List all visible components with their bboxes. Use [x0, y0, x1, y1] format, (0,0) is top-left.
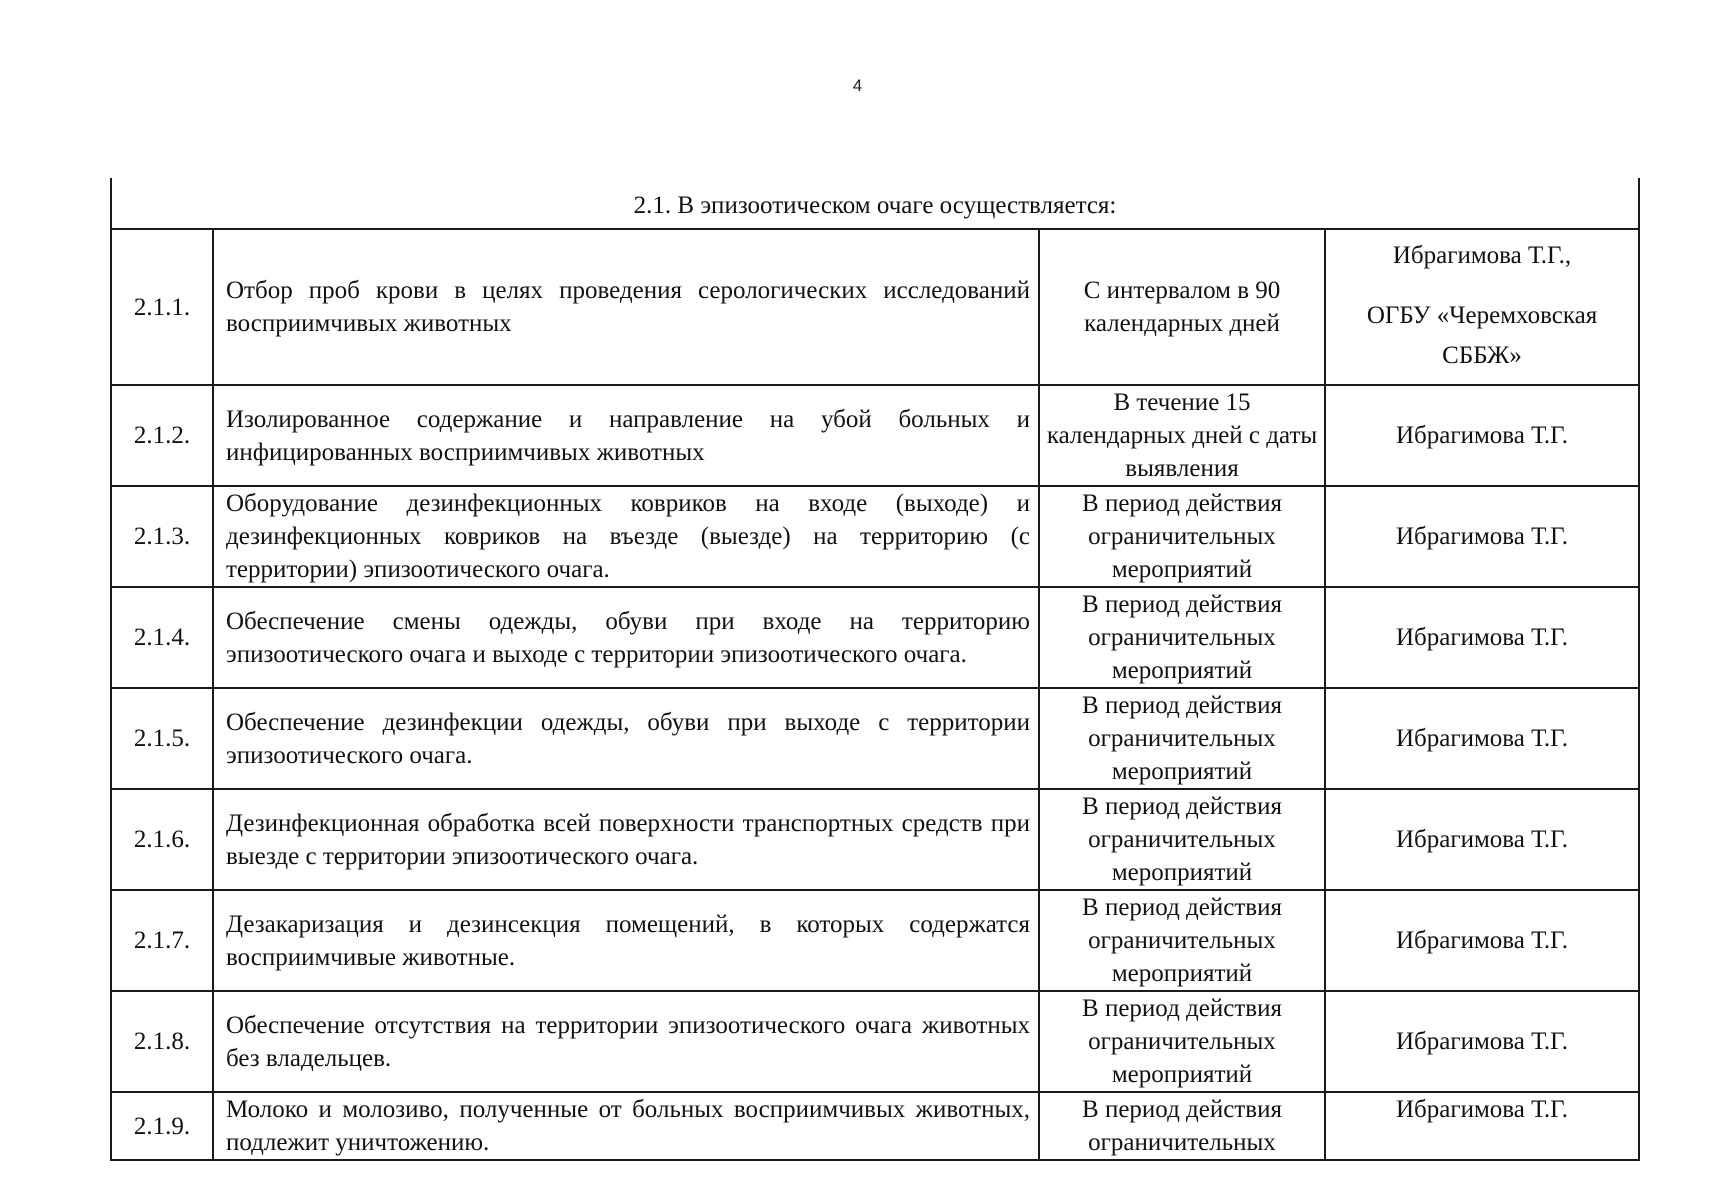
row-description: Оборудование дезинфекционных ковриков на входе (выходе) и дезинфекционных ковриков на въезде (выезде) на территорию (с территории) эпизоотического очага.	[213, 486, 1039, 587]
row-responsible: Ибрагимова Т.Г.	[1325, 890, 1639, 991]
row-term: В период действия ограничительных мероприятий	[1039, 991, 1325, 1092]
table-row	[111, 587, 1639, 688]
row-description: Отбор проб крови в целях проведения серологических исследований восприимчивых животных	[213, 229, 1039, 385]
row-term: В период действия ограничительных мероприятий	[1039, 688, 1325, 789]
row-description: Изолированное содержание и направление на убой больных и инфицированных восприимчивых животных	[213, 385, 1039, 486]
row-responsible	[1325, 229, 1639, 385]
table-row	[111, 229, 1639, 385]
row-description: Обеспечение отсутствия на территории эпизоотического очага животных без владельцев.	[213, 991, 1039, 1092]
row-number: 2.1.4.	[111, 587, 213, 688]
table-row	[111, 789, 1639, 890]
row-description: Обеспечение дезинфекции одежды, обуви при выходе с территории эпизоотического очага.	[213, 688, 1039, 789]
table-row	[111, 486, 1639, 587]
section-header-row	[111, 178, 1639, 229]
row-number: 2.1.8.	[111, 991, 213, 1092]
page-number: 4	[852, 76, 863, 95]
row-number: 2.1.5.	[111, 688, 213, 789]
row-description: Дезинфекционная обработка всей поверхности транспортных средств при выезде с территории эпизоотического очага.	[213, 789, 1039, 890]
table-row	[111, 385, 1639, 486]
row-responsible: Ибрагимова Т.Г.	[1325, 385, 1639, 486]
section-title: 2.1. В эпизоотическом очаге осуществляется:	[111, 178, 1639, 229]
responsible-person: Ибрагимова Т.Г.,	[1392, 242, 1572, 269]
row-responsible: Ибрагимова Т.Г.	[1325, 1092, 1639, 1160]
row-number: 2.1.7.	[111, 890, 213, 991]
table-row	[111, 688, 1639, 789]
row-number: 2.1.6.	[111, 789, 213, 890]
row-number: 2.1.2.	[111, 385, 213, 486]
row-term: В течение 15 календарных дней с даты выявления	[1039, 385, 1325, 486]
row-description: Дезакаризация и дезинсекция помещений, в которых содержатся восприимчивые животные.	[213, 890, 1039, 991]
row-responsible: Ибрагимова Т.Г.	[1325, 587, 1639, 688]
row-description: Молоко и молозиво, полученные от больных восприимчивых животных, подлежит уничтожению.	[213, 1092, 1039, 1160]
row-term-text: В период действия ограничительных	[1082, 1096, 1282, 1156]
measures-table	[110, 178, 1640, 1161]
row-number: 2.1.1.	[111, 229, 213, 385]
row-responsible: Ибрагимова Т.Г.	[1325, 486, 1639, 587]
row-responsible: Ибрагимова Т.Г.	[1325, 688, 1639, 789]
table-row	[111, 991, 1639, 1092]
row-number: 2.1.9.	[111, 1092, 213, 1160]
row-number: 2.1.3.	[111, 486, 213, 587]
responsible-organization: ОГБУ «Черемховская СББЖ»	[1366, 302, 1598, 369]
row-description: Обеспечение смены одежды, обуви при входе на территорию эпизоотического очага и выходе с территории эпизоотического очага.	[213, 587, 1039, 688]
table-row	[111, 890, 1639, 991]
row-responsible: Ибрагимова Т.Г.	[1325, 789, 1639, 890]
row-term: В период действия ограничительных мероприятий	[1039, 486, 1325, 587]
row-responsible: Ибрагимова Т.Г.	[1325, 991, 1639, 1092]
row-term: В период действия ограничительных мероприятий	[1039, 789, 1325, 890]
table-row	[111, 1092, 1639, 1160]
row-term: С интервалом в 90 календарных дней	[1039, 229, 1325, 385]
row-term	[1039, 1092, 1325, 1160]
row-term: В период действия ограничительных мероприятий	[1039, 890, 1325, 991]
row-term: В период действия ограничительных мероприятий	[1039, 587, 1325, 688]
